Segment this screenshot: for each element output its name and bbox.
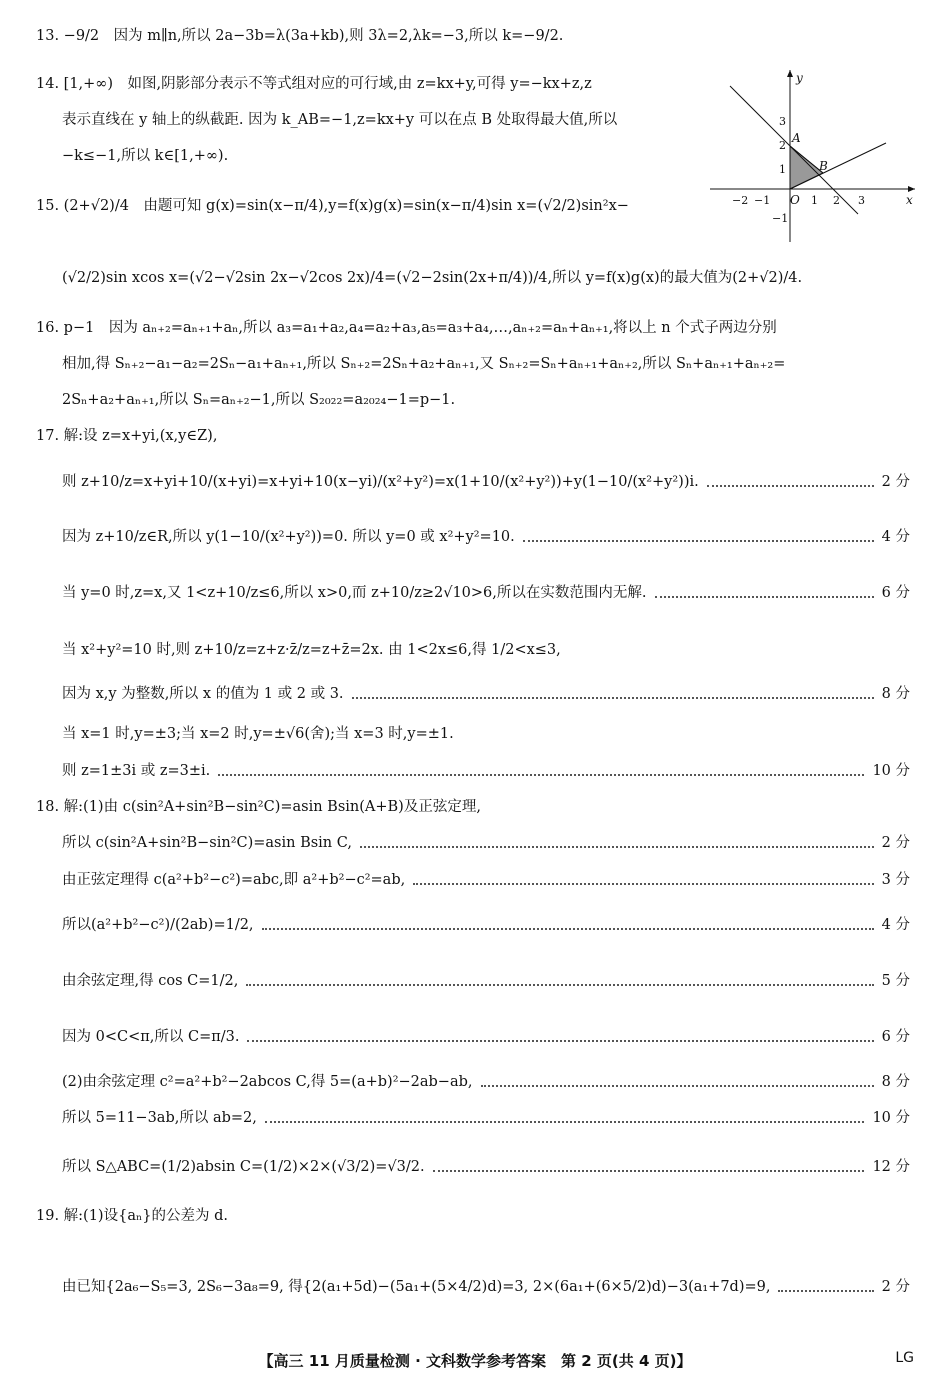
score: 6 分 xyxy=(881,585,910,601)
tick-y-1: 1 xyxy=(779,163,786,176)
problem-17-heading: 17. 解:设 z=x+yi,(x,y∈Z), xyxy=(36,428,218,444)
problem-18-step6: (2)由余弦定理 c²=a²+b²−2abcos C,得 5=(a+b)²−2ab−ab, 8 分 xyxy=(62,1074,910,1090)
problem-17-step5: 因为 x,y 为整数,所以 x 的值为 1 或 2 或 3. 8 分 xyxy=(62,686,910,702)
tick-x-1: 1 xyxy=(811,194,818,207)
problem-17-step4: 当 x²+y²=10 时,则 z+10/z=z+z·z̄/z=z+z̄=2x. 由 1<2x≤6,得 1/2<x≤3, xyxy=(62,642,561,658)
problem-18-step4: 由余弦定理,得 cos C=1/2, 5 分 xyxy=(62,973,910,989)
score: 2 分 xyxy=(881,835,910,851)
problem-17-step7: 则 z=1±3i 或 z=3±i. 10 分 xyxy=(62,763,910,779)
problem-18-step5: 因为 0<C<π,所以 C=π/3. 6 分 xyxy=(62,1029,910,1045)
tick-y-n1: −1 xyxy=(772,212,789,225)
problem-18-step1: 所以 c(sin²A+sin²B−sin²C)=asin Bsin C, 2 分 xyxy=(62,835,910,851)
answer-13: 13. −9/2 因为 m∥n,所以 2a−3b=λ(3a+kb),则 3λ=2,λk=−3,所以 k=−9/2. xyxy=(36,28,564,44)
point-b-label: B xyxy=(819,159,828,173)
answer-15-line2: (√2/2)sin xcos x=(√2−√2sin 2x−√2cos 2x)/4=(√2−2sin(2x+π/4))/4,所以 y=f(x)g(x)的最大值为(2+√2)/4. xyxy=(62,270,803,286)
score: 4 分 xyxy=(881,917,910,933)
y-axis-label: y xyxy=(796,71,803,85)
score: 2 分 xyxy=(881,1279,910,1295)
x-axis-label: x xyxy=(906,193,913,207)
score: 12 分 xyxy=(872,1159,910,1175)
problem-19-heading: 19. 解:(1)设{aₙ}的公差为 d. xyxy=(36,1208,228,1224)
problem-18-heading: 18. 解:(1)由 c(sin²A+sin²B−sin²C)=asin Bsin(A+B)及正弦定理, xyxy=(36,799,481,815)
score: 5 分 xyxy=(881,973,910,989)
answer-16-line2: 相加,得 Sₙ₊₂−a₁−a₂=2Sₙ−a₁+aₙ₊₁,所以 Sₙ₊₂=2Sₙ+a₂+aₙ₊₁,又 Sₙ₊₂=Sₙ+aₙ₊₁+aₙ₊₂,所以 Sₙ+aₙ₊₁+aₙ₊₂= xyxy=(62,356,786,372)
answer-15-line1: 15. (2+√2)/4 由题可知 g(x)=sin(x−π/4),y=f(x)g(x)=sin(x−π/4)sin x=(√2/2)sin²x− xyxy=(36,198,629,214)
score: 8 分 xyxy=(881,1074,910,1090)
score: 8 分 xyxy=(881,686,910,702)
problem-18-step2: 由正弦定理得 c(a²+b²−c²)=abc,即 a²+b²−c²=ab, 3 分 xyxy=(62,872,910,888)
score: 10 分 xyxy=(872,763,910,779)
tick-x-n1: −1 xyxy=(754,194,771,207)
problem-17-step3: 当 y=0 时,z=x,又 1<z+10/z≤6,所以 x>0,而 z+10/z≥2√10>6,所以在实数范围内无解. 6 分 xyxy=(62,585,910,601)
problem-18-step7: 所以 5=11−3ab,所以 ab=2, 10 分 xyxy=(62,1110,910,1126)
tick-x-2: 2 xyxy=(833,194,840,207)
score: 3 分 xyxy=(881,872,910,888)
problem-18-step3: 所以(a²+b²−c²)/(2ab)=1/2, 4 分 xyxy=(62,917,910,933)
answer-14-line2: 表示直线在 y 轴上的纵截距. 因为 k_AB=−1,z=kx+y 可以在点 B 处取得最大值,所以 xyxy=(62,112,618,128)
score: 4 分 xyxy=(881,529,910,545)
score: 10 分 xyxy=(872,1110,910,1126)
answer-14-line3: −k≤−1,所以 k∈[1,+∞). xyxy=(62,148,229,164)
page-footer: 【高三 11 月质量检测 · 文科数学参考答案 第 2 页(共 4 页)】 xyxy=(258,1352,692,1370)
score: 6 分 xyxy=(881,1029,910,1045)
answer-16-line1: 16. p−1 因为 aₙ₊₂=aₙ₊₁+aₙ,所以 a₃=a₁+a₂,a₄=a₂+a₃,a₅=a₃+a₄,…,aₙ₊₂=aₙ+aₙ₊₁,将以上 n 个式子两边分别 xyxy=(36,320,777,336)
footer-code: LG xyxy=(895,1350,914,1366)
answer-14-line1: 14. [1,+∞) 如图,阴影部分表示不等式组对应的可行域,由 z=kx+y,可得 y=−kx+z,z xyxy=(36,76,592,92)
problem-18-step8: 所以 S△ABC=(1/2)absin C=(1/2)×2×(√3/2)=√3/2. 12 分 xyxy=(62,1159,910,1175)
point-a-label: A xyxy=(792,131,801,145)
origin-label: O xyxy=(790,193,800,207)
problem-17-step1: 则 z+10/z=x+yi+10/(x+yi)=x+yi+10(x−yi)/(x²+y²)=x(1+10/(x²+y²))+y(1−10/(x²+y²))i. 2 分 xyxy=(62,474,910,490)
problem-17-step6: 当 x=1 时,y=±3;当 x=2 时,y=±√6(舍);当 x=3 时,y=±1. xyxy=(62,726,454,742)
score: 2 分 xyxy=(881,474,910,490)
tick-y-3: 3 xyxy=(779,115,786,128)
feasible-region-graph xyxy=(710,66,920,242)
tick-x-n2: −2 xyxy=(732,194,749,207)
answer-16-line3: 2Sₙ+a₂+aₙ₊₁,所以 Sₙ=aₙ₊₂−1,所以 S₂₀₂₂=a₂₀₂₄−1=p−1. xyxy=(62,392,456,408)
problem-17-step2: 因为 z+10/z∈R,所以 y(1−10/(x²+y²))=0. 所以 y=0 或 x²+y²=10. 4 分 xyxy=(62,529,910,545)
tick-x-3: 3 xyxy=(858,194,865,207)
problem-19-step1: 由已知{2a₆−S₅=3, 2S₆−3a₈=9, 得{2(a₁+5d)−(5a₁+(5×4/2)d)=3, 2×(6a₁+(6×5/2)d)−3(a₁+7d)=9, 2 分 xyxy=(62,1279,910,1295)
tick-y-2: 2 xyxy=(779,139,786,152)
